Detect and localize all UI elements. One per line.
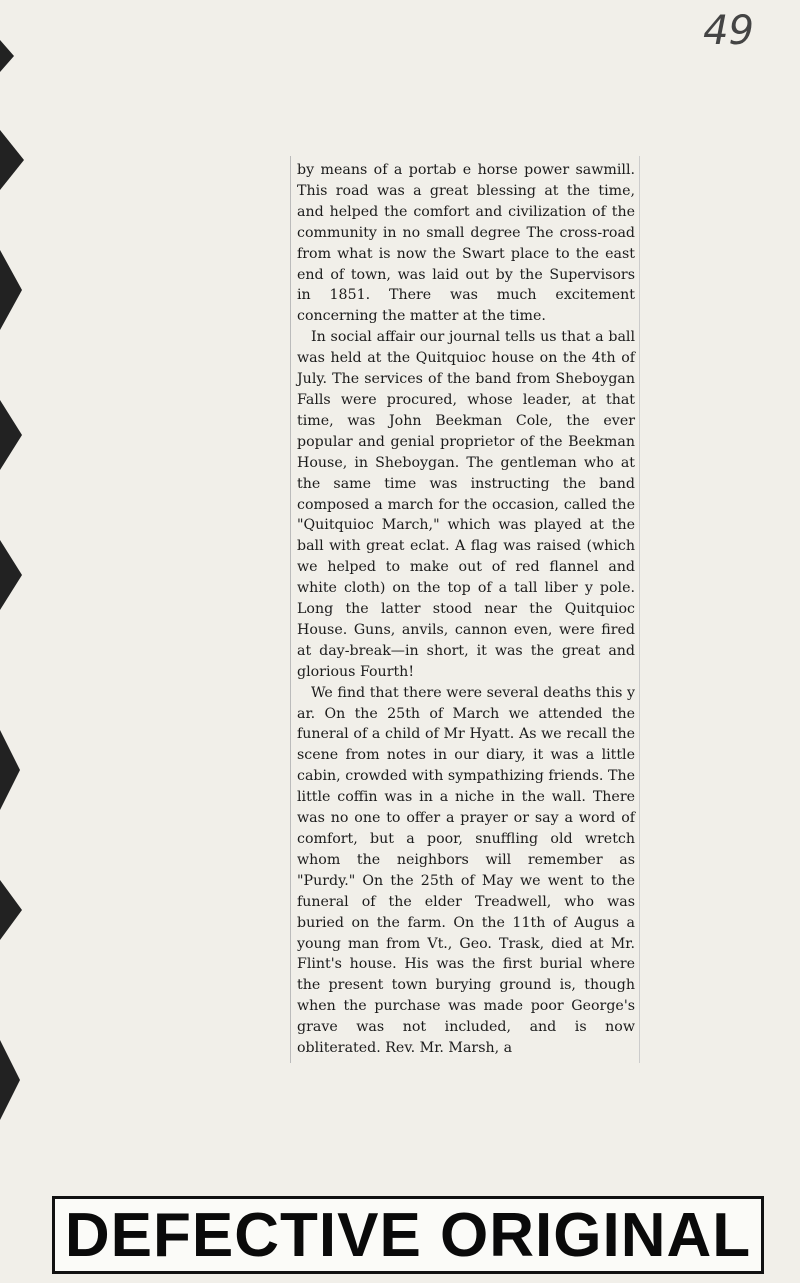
paragraph: In social affair our journal tells us that a ball was held at the Quitquioc house on the 4th of July. The services of the band from Sheboygan Falls were procured, whose leader, at that time, was John Beekman Cole, the ever popular and genial proprietor of the Beekman House, in Sheboygan. The gentleman who at the same time was instructing the band composed a march for the occasion, called the "Quitquioc March," which was played at the ball with great eclat. A flag was raised (which we helped to make out of red flannel and white cloth) on the top of a tall liber y pole. Long the latter stood near the Quitquioc House. Guns, anvils, cannon even, were fired at day-break—in short, it was the great and glorious Fourth! <box>297 329 635 680</box>
page-number: 49 <box>703 8 754 54</box>
scan-artifact <box>0 250 22 330</box>
newspaper-clipping <box>290 156 640 1063</box>
paragraph: by means of a portab e horse power sawmill. This road was a great blessing at the time, and helped the comfort and civilization of the community in no small degree The cross-road from what is now the Swart place to the east end of town, was laid out by the Supervisors in 1851. There was much excitement concerning the matter at the time. <box>297 162 635 325</box>
scan-artifact <box>0 880 22 940</box>
paragraph: We find that there were several deaths this y ar. On the 25th of March we attended the funeral of a child of Mr Hyatt. As we recall the scene from notes in our diary, it was a little cabin, crowded with sympathizing friends. The little coffin was in a niche in the wall. There was no one to offer a prayer or say a word of comfort, but a poor, snuffling old wretch whom the neighbors will remember as "Purdy." On the 25th of May we went to the funeral of the elder Treadwell, who was buried on the farm. On the 11th of Augus a young man from Vt., Geo. Trask, died at Mr. Flint's house. His was the first burial where the present town burying ground is, though when the purchase was made poor George's grave was not included, and is now obliterated. Rev. Mr. Marsh, a <box>297 684 635 1057</box>
scan-artifact <box>0 40 14 72</box>
defective-original-banner: DEFECTIVE ORIGINAL <box>52 1196 764 1274</box>
scan-artifact <box>0 1040 20 1120</box>
scan-artifact <box>0 540 22 610</box>
scan-artifact <box>0 400 22 470</box>
scan-artifact <box>0 730 20 810</box>
scan-artifact <box>0 130 24 190</box>
